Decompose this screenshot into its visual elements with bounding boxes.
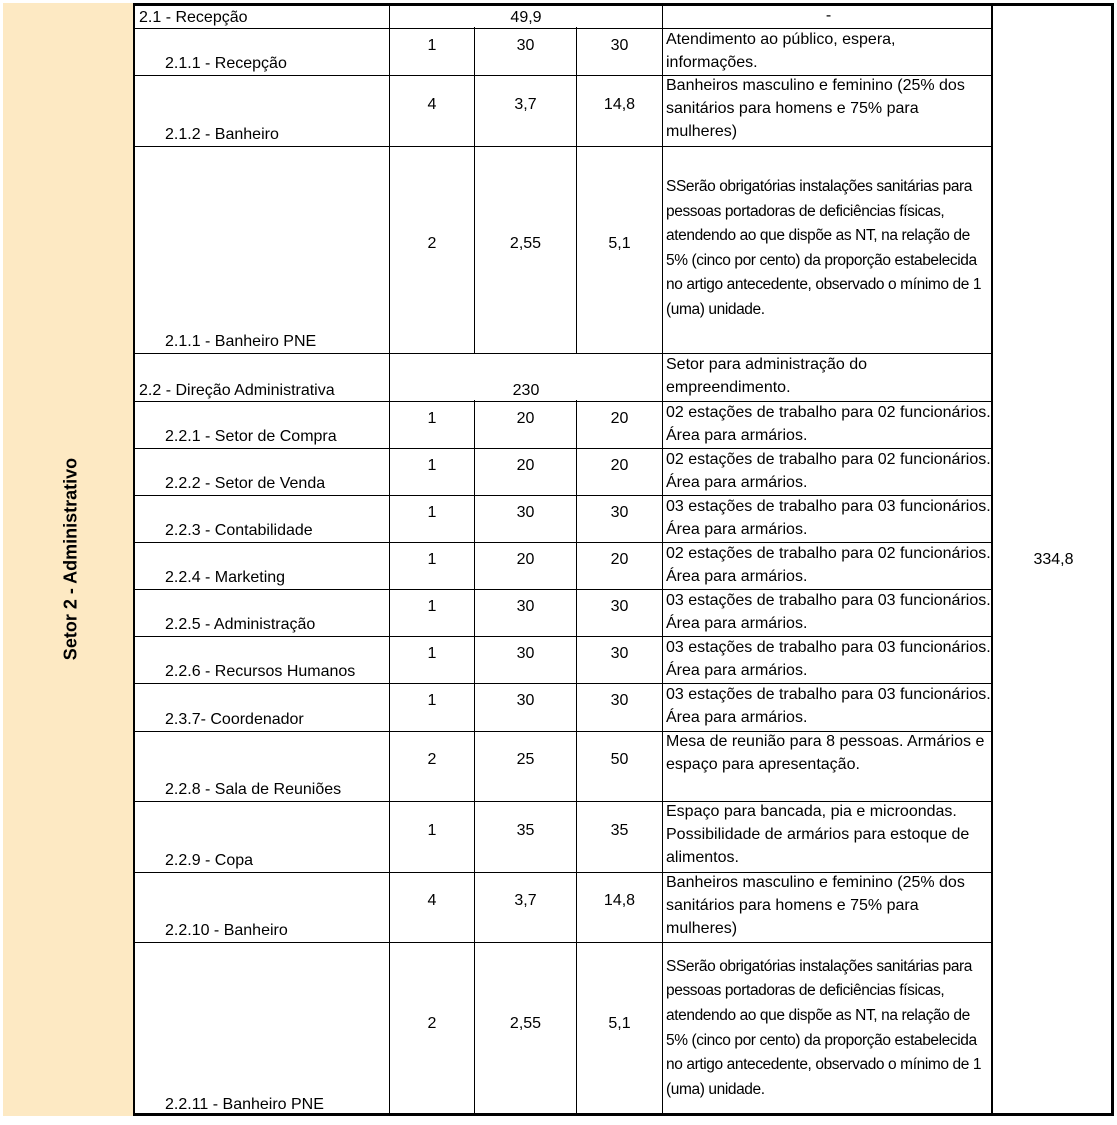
room-description: Espaço para bancada, pia e microondas. Possibilidade de armários para estoque de alimentos. xyxy=(666,803,970,866)
room-quantity: 1 xyxy=(390,682,475,731)
room-total-area: 5,1 xyxy=(577,145,663,353)
room-total-area: 30 xyxy=(577,635,663,683)
room-unit-area: 20 xyxy=(475,400,577,448)
room-total-area: 14,8 xyxy=(577,74,663,146)
room-quantity: 1 xyxy=(390,588,475,636)
room-label: 2.2.1 - Setor de Compra xyxy=(165,427,337,445)
room-label: 2.2.3 - Contabilidade xyxy=(165,521,313,539)
room-quantity: 4 xyxy=(390,74,475,146)
room-unit-area: 2,55 xyxy=(475,941,577,1116)
table-row xyxy=(135,635,991,684)
room-name xyxy=(135,494,390,542)
room-label: 2.2.11 - Banheiro PNE xyxy=(165,1096,324,1113)
room-description: SSerão obrigatórias instalações sanitárias para pessoas portadoras de deficiências físicas, atendendo ao que dispõe as NT, na relação de 5% (cinco por cento) da proporção estabelecida no artigo antecedente, observado o mínimo de 1 (uma) unidade. xyxy=(666,177,982,318)
room-label: 2.2.2 - Setor de Venda xyxy=(165,474,326,492)
room-group-label: 2.2 - Direção Administrativa xyxy=(139,381,335,399)
room-quantity: 1 xyxy=(390,800,475,872)
table-row xyxy=(135,27,991,76)
table-row xyxy=(135,871,991,943)
room-name xyxy=(135,941,390,1116)
table-row xyxy=(135,494,991,543)
room-quantity: 1 xyxy=(390,400,475,448)
room-group-label: 2.1 - Recepção xyxy=(139,8,248,26)
table-row xyxy=(135,400,991,449)
table-row xyxy=(135,588,991,637)
room-quantity: 1 xyxy=(390,541,475,589)
room-label: 2.2.10 - Banheiro xyxy=(165,921,288,939)
room-total-area: 20 xyxy=(577,447,663,495)
room-name xyxy=(135,145,390,353)
room-total-area: 30 xyxy=(577,494,663,542)
room-unit-area: 3,7 xyxy=(475,74,577,146)
room-total-area: 50 xyxy=(577,730,663,801)
room-unit-area: 20 xyxy=(475,447,577,495)
room-description: - xyxy=(825,6,832,24)
room-total-area: 30 xyxy=(577,588,663,636)
room-total-area: 5,1 xyxy=(577,941,663,1116)
room-quantity: 2 xyxy=(390,145,475,353)
table-row xyxy=(135,447,991,496)
room-description: Banheiros masculino e feminino (25% dos sanitários para homens e 75% para mulheres) xyxy=(666,77,965,140)
room-description: 02 estações de trabalho para 02 funcionários. Área para armários. xyxy=(666,450,991,491)
room-total-area: 14,8 xyxy=(577,871,663,942)
room-label: 2.2.4 - Marketing xyxy=(165,568,286,586)
room-quantity: 1 xyxy=(390,27,475,75)
room-total-area: 30 xyxy=(577,682,663,731)
group-area-total: 49,9 xyxy=(390,3,663,28)
room-unit-area: 20 xyxy=(475,541,577,589)
room-label: 2.1.1 - Recepção xyxy=(165,54,287,72)
room-description: Banheiros masculino e feminino (25% dos sanitários para homens e 75% para mulheres) xyxy=(666,874,965,937)
room-description: SSerão obrigatórias instalações sanitárias para pessoas portadoras de deficiências físicas, atendendo ao que dispõe as NT, na relação de 5% (cinco por cento) da proporção estabelecida no artigo antecedente, observado o mínimo de 1 (uma) unidade. xyxy=(666,957,982,1098)
room-unit-area: 30 xyxy=(475,494,577,542)
room-total-area: 35 xyxy=(577,800,663,872)
table-row xyxy=(135,800,991,873)
room-label: 2.3.7- Coordenador xyxy=(165,710,304,728)
room-description: 03 estações de trabalho para 03 funcionários. Área para armários. xyxy=(666,686,991,727)
table-row xyxy=(135,74,991,147)
room-group-name xyxy=(135,3,390,28)
table-row xyxy=(135,730,991,802)
room-quantity: 1 xyxy=(390,494,475,542)
room-unit-area: 30 xyxy=(475,27,577,75)
room-name xyxy=(135,27,390,75)
room-name xyxy=(135,730,390,801)
room-name xyxy=(135,74,390,146)
room-label: 2.1.2 - Banheiro xyxy=(165,125,279,143)
room-name xyxy=(135,871,390,942)
room-name xyxy=(135,400,390,448)
room-label: 2.2.8 - Sala de Reuniões xyxy=(165,780,342,798)
table-row xyxy=(135,352,991,402)
room-name xyxy=(135,588,390,636)
room-group-name xyxy=(135,352,390,401)
room-quantity: 4 xyxy=(390,871,475,942)
room-name xyxy=(135,635,390,683)
table-row xyxy=(135,682,991,732)
room-description: Atendimento ao público, espera, informações. xyxy=(666,30,896,71)
room-unit-area: 35 xyxy=(475,800,577,872)
room-label: 2.1.1 - Banheiro PNE xyxy=(165,332,317,350)
table-row xyxy=(135,541,991,590)
room-label: 2.2.6 - Recursos Humanos xyxy=(165,662,356,680)
table-row xyxy=(135,145,991,354)
room-total-area: 20 xyxy=(577,541,663,589)
room-quantity: 2 xyxy=(390,941,475,1116)
room-total-area: 30 xyxy=(577,27,663,75)
room-label: 2.2.5 - Administração xyxy=(165,615,316,633)
room-description: 03 estações de trabalho para 03 funcionários. Área para armários. xyxy=(666,638,991,679)
sector-total-value: 334,8 xyxy=(1033,551,1074,568)
sector-column xyxy=(3,3,135,1116)
table-row xyxy=(135,3,991,29)
room-unit-area: 30 xyxy=(475,682,577,731)
sector-total-column xyxy=(991,3,1114,1116)
room-unit-area: 30 xyxy=(475,588,577,636)
room-description: Mesa de reunião para 8 pessoas. Armários e espaço para apresentação. xyxy=(666,733,985,773)
table-row xyxy=(135,941,991,1116)
room-label: 2.2.9 - Copa xyxy=(165,851,254,869)
room-name xyxy=(135,800,390,872)
room-quantity: 1 xyxy=(390,635,475,683)
room-unit-area: 2,55 xyxy=(475,145,577,353)
room-unit-area: 25 xyxy=(475,730,577,801)
group-area-total: 230 xyxy=(390,352,663,401)
room-description: 02 estações de trabalho para 02 funcionários. Área para armários. xyxy=(666,403,991,444)
sector-label: Setor 2 - Administrativo xyxy=(60,457,81,661)
room-name xyxy=(135,541,390,589)
room-unit-area: 30 xyxy=(475,635,577,683)
room-name xyxy=(135,682,390,731)
room-description: 03 estações de trabalho para 03 funcionários. Área para armários. xyxy=(666,497,991,538)
room-quantity: 1 xyxy=(390,447,475,495)
room-total-area: 20 xyxy=(577,400,663,448)
room-description: Setor para administração do empreendimento. xyxy=(666,356,867,397)
room-name xyxy=(135,447,390,495)
room-description: 03 estações de trabalho para 03 funcionários. Área para armários. xyxy=(666,591,991,632)
room-quantity: 2 xyxy=(390,730,475,801)
room-unit-area: 3,7 xyxy=(475,871,577,942)
room-description: 02 estações de trabalho para 02 funcionários. Área para armários. xyxy=(666,544,991,585)
